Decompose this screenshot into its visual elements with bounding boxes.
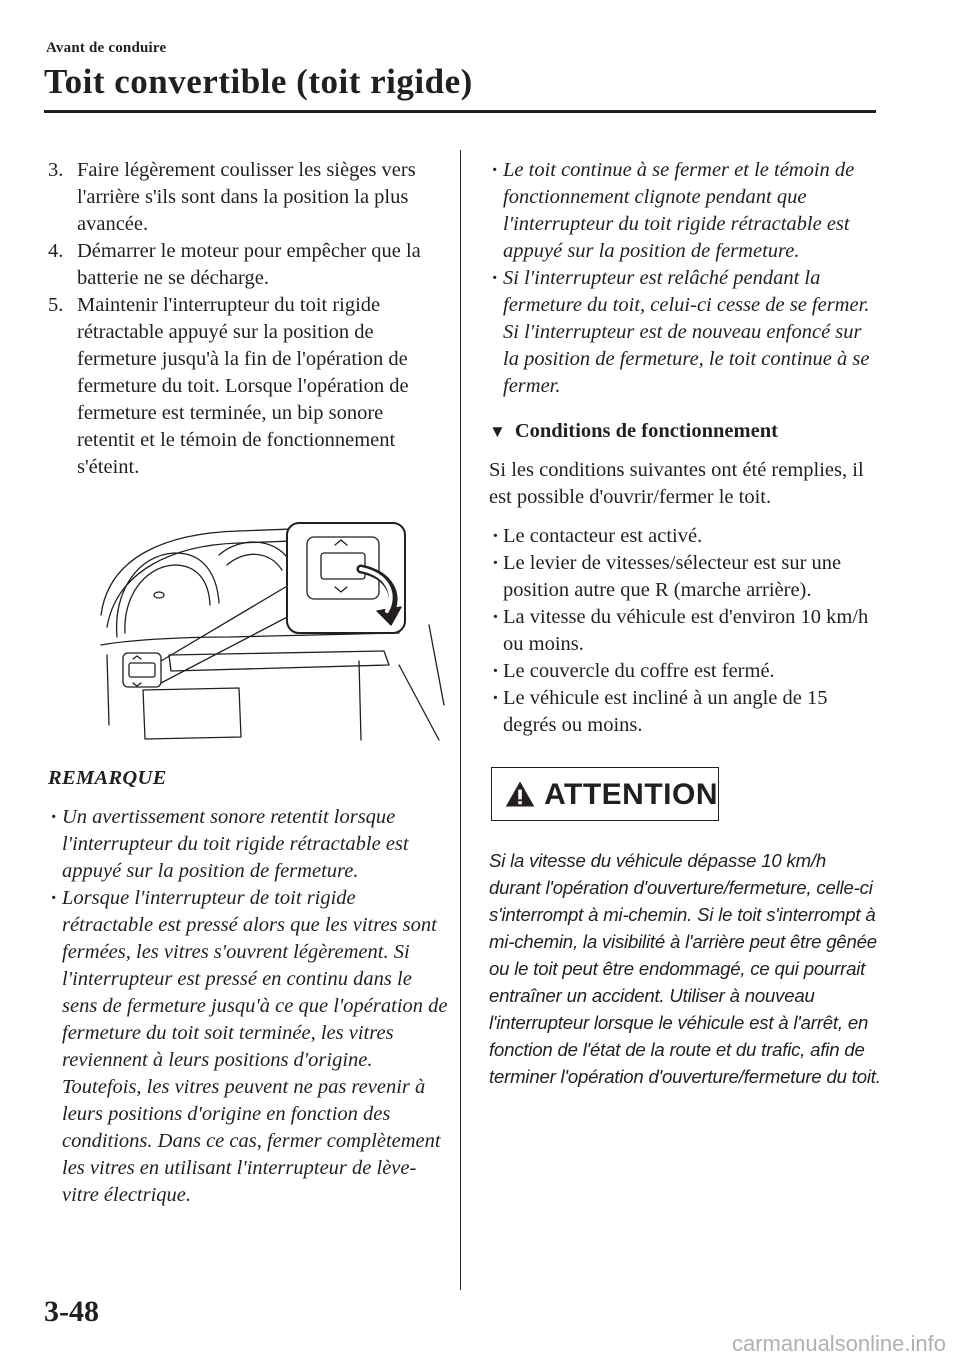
watermark: carmanualsonline.info [731,1331,946,1356]
header-rule [44,110,876,113]
note-item: · Si l'interrupteur est relâché pendant la fermeture du toit, celui-ci cesse de se fermer. Si l'interrupteur est de nouveau enfoncé sur la position de fermeture, le toit continue à se fermer. [489,265,881,400]
remark-notes [48,804,448,1209]
step-number: 4. [48,240,64,262]
conditions-list [489,523,881,739]
step-text: Maintenir l'interrupteur du toit rigide rétractable appuyé sur la position de fermeture jusqu'à la fin de l'opération de fermeture du toit. Lorsque l'opération de fermeture est terminée, un bip sonore retentit et le témoin de fonctionnement s'éteint. [77,294,409,478]
warning-banner [491,767,719,821]
note-item: · Le toit continue à se fermer et le témoin de fonctionnement clignote pendant que l'interrupteur du toit rigide rétractable est appuyé sur la position de fermeture. [489,157,881,265]
warning-text: Si la vitesse du véhicule dépasse 10 km/h durant l'opération d'ouverture/fermeture, celle-ci s'interrompt à mi-chemin. Si le toit s'interrompt à mi-chemin, la visibilité à l'arrière peut être gênée ou le toit peut être endommagé, ce qui pourrait entraîner un accident. Utiliser à nouveau l'interrupteur lorsque le véhicule est à l'arrêt, en fonction de l'état de la route et du trafic, afin de terminer l'opération d'ouverture/fermeture du toit. [489,850,881,1087]
step-item [48,292,448,481]
note-item: · Lorsque l'interrupteur de toit rigide rétractable est pressé alors que les vitres sont fermées, les vitres s'ouvrent légèrement. Si l'interrupteur est pressé en continu dans le sens de fermeture jusqu'à ce que l'opération de fermeture du toit soit terminée, les vitres reviennent à leurs positions d'origine. Toutefois, les vitres peuvent ne pas revenir à leurs positions d'origine en fonction des conditions. Dans ce cas, fermer complètement les vitres en utilisant l'interrupteur de lève-vitre électrique. [48,885,448,1209]
step-number: 3. [48,159,64,181]
warning-triangle-icon [504,778,536,810]
condition-item: · Le contacteur est activé. [489,523,881,550]
step-text: Démarrer le moteur pour empêcher que la batterie ne se décharge. [77,240,421,289]
remark-notes-continued [489,157,881,400]
left-column [48,157,448,1209]
conditions-heading [489,418,881,445]
note-item: · Un avertissement sonore retentit lorsque l'interrupteur du toit rigide rétractable est appuyé sur la position de fermeture. [48,804,448,885]
step-item [48,157,448,238]
conditions-intro: Si les conditions suivantes ont été remplies, il est possible d'ouvrir/fermer le toit. [489,459,864,508]
dashboard-switch-illustration [99,515,462,745]
page-title: Toit convertible (toit rigide) [44,62,473,101]
page-number: 3-48 [44,1295,99,1328]
condition-item: · Le couvercle du coffre est fermé. [489,658,881,685]
condition-item: · Le véhicule est incliné à un angle de 15 degrés ou moins. [489,685,881,739]
section-label: Avant de conduire [46,40,167,56]
step-number: 5. [48,294,64,316]
triangle-down-icon: ▼ [489,422,506,441]
step-text: Faire légèrement coulisser les sièges vers l'arrière s'ils sont dans la position la plus avancée. [77,159,416,235]
conditions-heading-text: Conditions de fonctionnement [514,420,778,442]
condition-item: · La vitesse du véhicule est d'environ 10 km/h ou moins. [489,604,881,658]
warning-label: ATTENTION [544,777,718,811]
remark-heading: REMARQUE [48,767,167,789]
step-item [48,238,448,292]
condition-item: · Le levier de vitesses/sélecteur est sur une position autre que R (marche arrière). [489,550,881,604]
right-column [489,157,881,1090]
